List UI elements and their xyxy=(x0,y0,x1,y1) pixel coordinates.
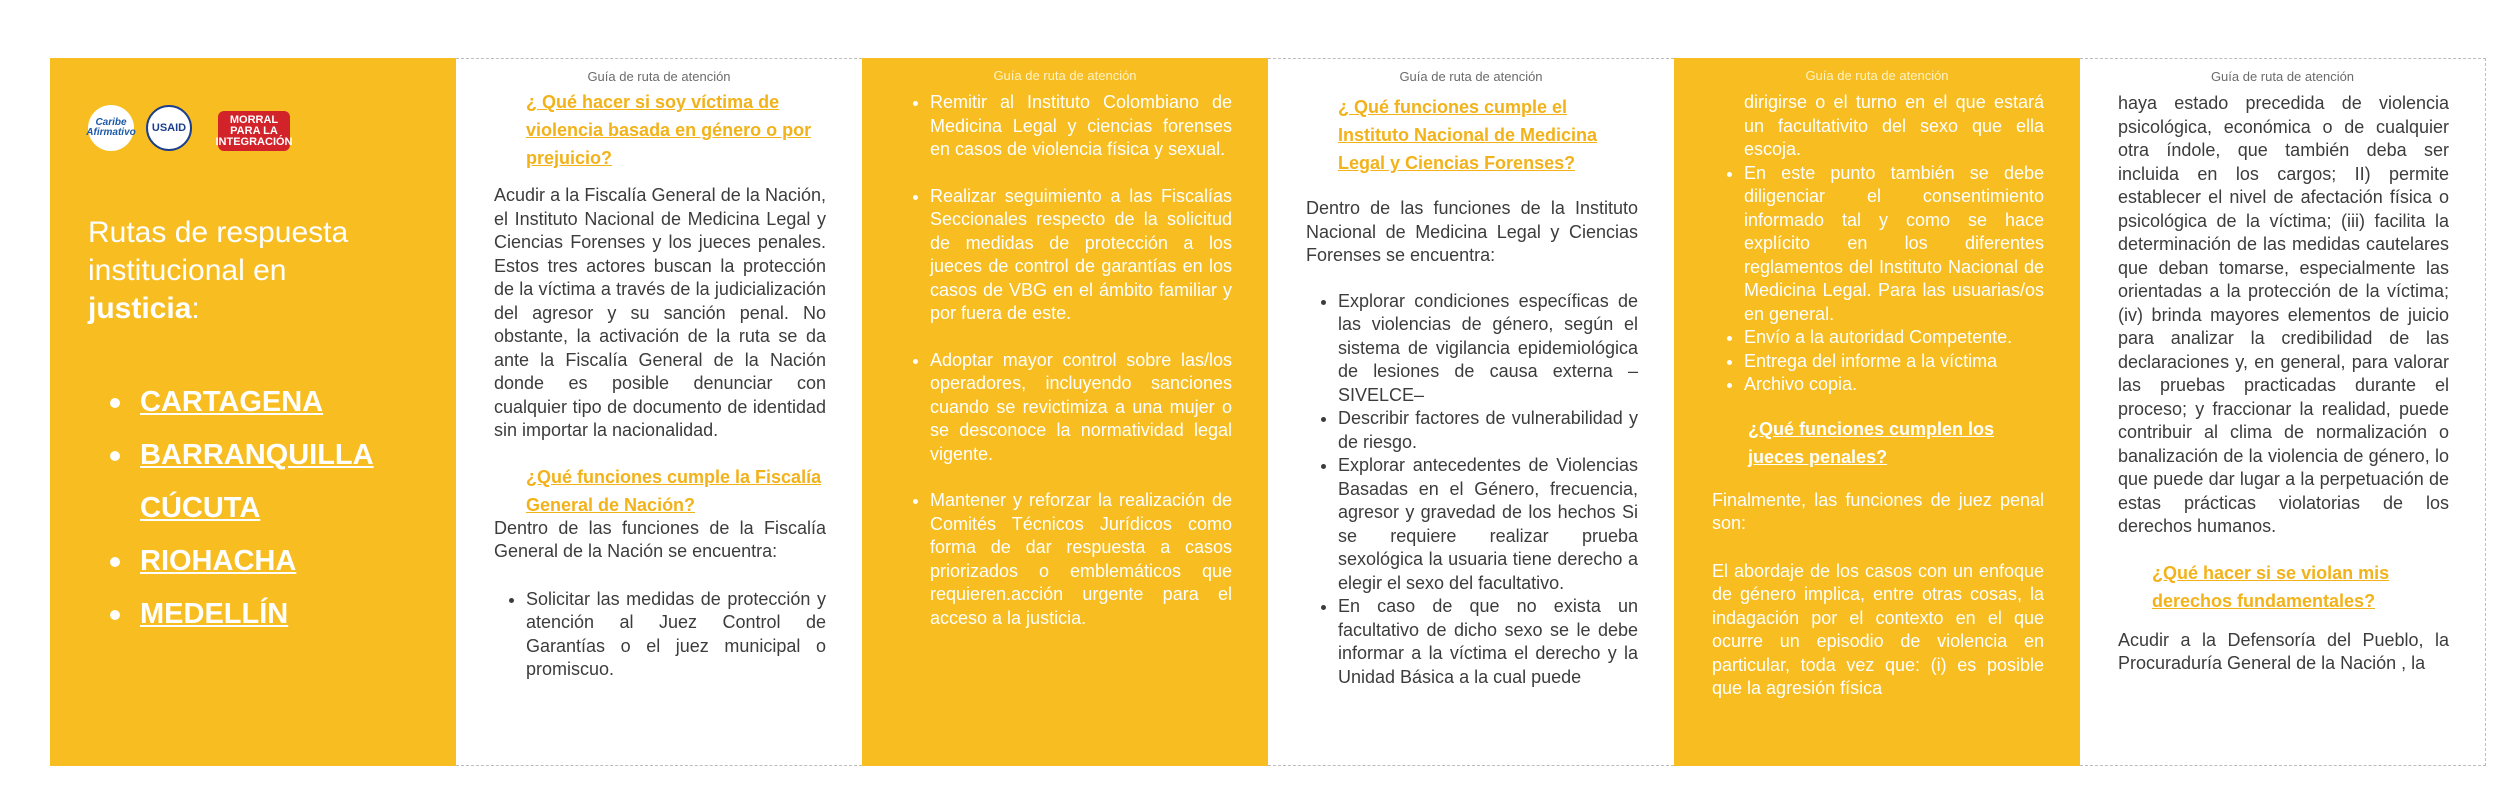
list-item: • Adoptar mayor control sobre las/los operadores, incluyendo sanciones cuando se revictimiza a una mujer o se desconoce la normatividad legal vigente. xyxy=(930,349,1232,467)
cover-title-colon: : xyxy=(191,292,200,325)
list-item: • Envío a la autoridad Competente. xyxy=(1744,326,2044,350)
panel-content xyxy=(494,88,826,682)
panel-header: Guía de ruta de atención xyxy=(1805,68,1949,83)
panel-header: Guía de ruta de atención xyxy=(1399,69,1543,84)
fiscalia-function-list xyxy=(494,588,826,682)
list-item: • Archivo copia. xyxy=(1744,373,2044,397)
panel-medicina-legal xyxy=(1268,58,1674,766)
cover-panel xyxy=(50,58,456,766)
morral-logo xyxy=(215,111,293,151)
intro-paragraph: Dentro de las funciones de la Fiscalía General de la Nación se encuentra: xyxy=(494,517,826,561)
list-item: • Mantener y reforzar la realización de Comités Técnicos Jurídicos como forma de dar respuesta a casos priorizados o emblemáticos que requieren.acción urgente para el acceso a la justicia. xyxy=(930,489,1232,630)
panel-fiscalia-functions xyxy=(862,58,1268,766)
list-item: • Realizar seguimiento a las Fiscalías Seccionales respecto de la solicitud de medidas de protección a los jueces de control de garantías en los casos de VBG en el ámbito familiar y por fuera de este. xyxy=(930,185,1232,326)
body-paragraph: haya estado precedida de violencia psicológica, económica o de cualquier otra índole, que también deba ser incluida en los cargos; II) permite establecer el nivel de afectación física o psicológica de la víctima; (iii) facilita la determinación de las medidas cautelares que deban tomarse, especialmente las orientadas a la protección de la víctima; (iv) brinda mayores elementos de juicio para analizar la credibilidad de las declaraciones y, en general, para valorar las pruebas practicadas durante el proceso; y fraccionar la realidad, puede contribuir al clima de normalización o banalización de la violencia de género, lo que puede dar lugar a la perpetuación de estas prácticas violatorias de los derechos humanos. xyxy=(2118,93,2449,536)
panel-header: Guía de ruta de atención xyxy=(587,69,731,84)
list-item: • Entrega del informe a la víctima xyxy=(1744,350,2044,374)
body-paragraph: Acudir a la Defensoría del Pueblo, la Procuraduría General de la Nación , la xyxy=(2118,629,2449,673)
panel-derechos xyxy=(2080,58,2486,766)
city-link-barranquilla[interactable]: BARRANQUILLA xyxy=(110,429,374,482)
list-item: • Solicitar las medidas de protección y atención al Juez Control de Garantías o el juez municipal o promiscuo. xyxy=(526,588,826,682)
list-item: • En este punto también se debe diligenciar el consentimiento informado tal y como se hace explícito en los diferentes reglamentos del Instituto Nacional de Medicina Legal. Para las usuarias/os en general. xyxy=(1744,162,2044,327)
city-link-medellin[interactable]: MEDELLÍN xyxy=(110,588,374,641)
city-link-cartagena[interactable]: CARTAGENA xyxy=(110,376,374,429)
question-heading-derechos: ¿Qué hacer si se violan mis derechos fundamentales? xyxy=(2152,562,2390,611)
list-item: • En caso de que no exista un facultativo de dicho sexo se le debe informar a la víctima el derecho y la Unidad Básica a la cual puede xyxy=(1338,595,1638,689)
panel-header: Guía de ruta de atención xyxy=(993,68,1137,83)
city-list xyxy=(110,376,374,641)
list-item: • Remitir al Instituto Colombiano de Medicina Legal y ciencias forenses en casos de violencia física y sexual. xyxy=(930,91,1232,162)
question-heading-fiscalia: ¿Qué funciones cumple la Fiscalía General de Nación? xyxy=(526,466,822,515)
caribe-logo-text: Caribe Afirmativo xyxy=(86,117,136,138)
medicina-legal-function-list-continued xyxy=(1712,162,2044,397)
caribe-afirmativo-logo xyxy=(88,105,134,151)
city-link-cucuta[interactable]: CÚCUTA xyxy=(140,492,261,524)
panel-content xyxy=(2118,92,2449,676)
panel-content xyxy=(1712,91,2044,701)
list-item: • Explorar antecedentes de Violencias Basadas en el Género, frecuencia, agresor y gravedad de los hechos Si se requiere realizar prueba sexológica la usuaria tiene derecho a elegir el sexo del facultativo. xyxy=(1338,454,1638,595)
continuation-text: dirigirse o el turno en el que estará un facultativito del sexo que ella escoja. xyxy=(1744,92,2044,159)
city-link-riohacha[interactable]: RIOHACHA xyxy=(110,535,374,588)
cover-title-bold: justicia xyxy=(88,292,192,325)
panel-jueces xyxy=(1674,58,2080,766)
body-paragraph: El abordaje de los casos con un enfoque de género implica, entre otras cosas, la indagación por el contexto en el que ocurre un episodio de violencia en particular, toda vez que: (i) es posible que la agresión física xyxy=(1712,560,2044,698)
question-heading: ¿ Qué funciones cumple el Instituto Nacional de Medicina Legal y Ciencias Forenses? xyxy=(1338,97,1598,173)
usaid-logo xyxy=(146,105,192,151)
panel-victim-route xyxy=(456,58,862,766)
panel-header: Guía de ruta de atención xyxy=(2210,69,2355,84)
medicina-legal-function-list xyxy=(1306,290,1638,690)
intro-paragraph: Dentro de las funciones de la Instituto Nacional de Medicina Legal y Ciencias Forenses se encuentra: xyxy=(1306,198,1638,265)
body-paragraph: Finalmente, las funciones de juez penal son: xyxy=(1712,489,2044,533)
cover-title xyxy=(88,214,418,328)
morral-logo-text: MORRAL PARA LA INTEGRACIÓN xyxy=(215,113,293,148)
cover-title-line1: Rutas de respuesta xyxy=(88,216,349,249)
fiscalia-function-list-continued xyxy=(898,91,1232,630)
panel-content xyxy=(898,91,1232,630)
cover-title-line2: institucional en xyxy=(88,254,287,287)
list-item: • Explorar condiciones específicas de las violencias de género, según el sistema de vigilancia epidemiológica de lesiones de causa externa –SIVELCE– xyxy=(1338,290,1638,408)
list-item: • Describir factores de vulnerabilidad y de riesgo. xyxy=(1338,407,1638,454)
question-heading: ¿ Qué hacer si soy víctima de violencia basada en género o por prejuicio? xyxy=(526,92,812,168)
question-heading-jueces: ¿Qué funciones cumplen los jueces penales? xyxy=(1748,418,1995,467)
usaid-logo-text: USAID xyxy=(151,122,187,134)
panel-content xyxy=(1306,93,1638,689)
body-paragraph: Acudir a la Fiscalía General de la Nación, el Instituto Nacional de Medicina Legal y Ciencias Forenses y los jueces penales. Estos tres actores buscan la protección de la víctima a través de la judicialización del agresor y su sanción penal. No obstante, la activación de la ruta se da ante la Fiscalía General de la Nación donde es posible denunciar con cualquier tipo de documento de identidad sin importar la nacionalidad. xyxy=(494,185,826,440)
